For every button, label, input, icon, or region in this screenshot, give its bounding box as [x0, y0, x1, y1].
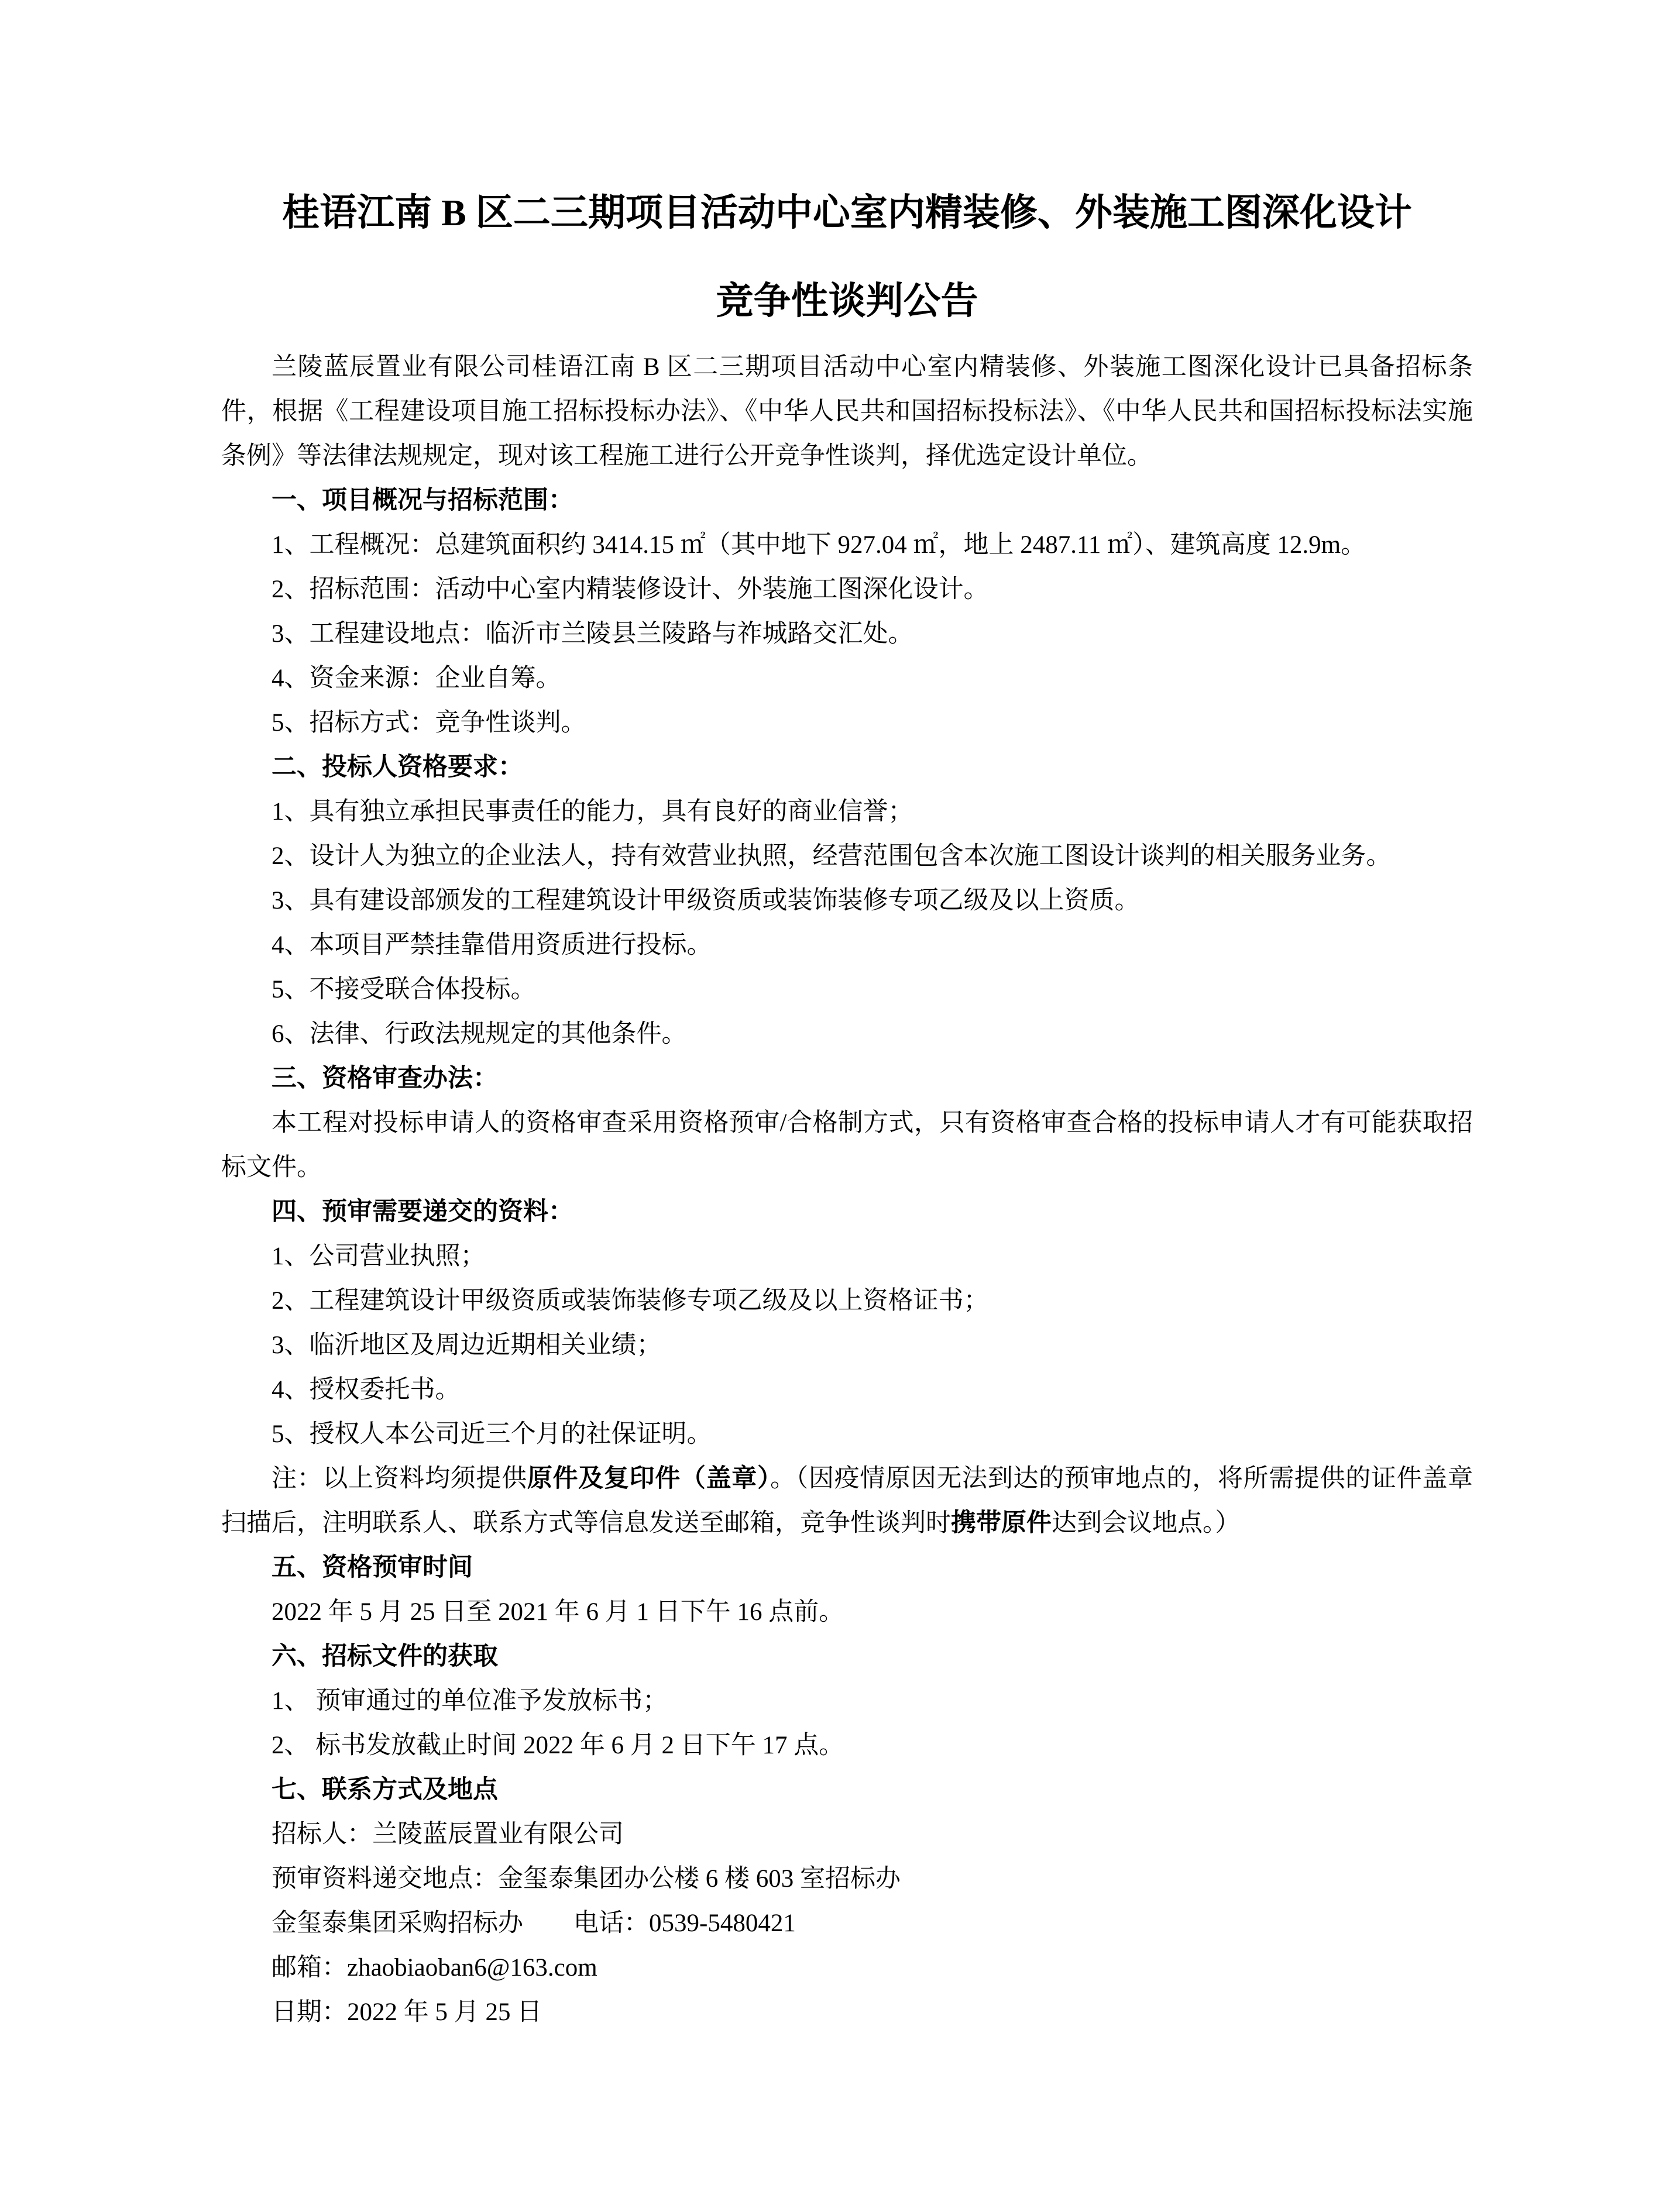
- paragraph: [221, 1412, 1473, 1457]
- paragraph: [221, 1723, 1473, 1768]
- paragraph: [221, 1101, 1473, 1190]
- paragraph: [221, 1946, 1473, 1990]
- text-segment: 达到会议地点。）: [1052, 1509, 1241, 1537]
- text-segment: 5、不接受联合体投标。: [272, 976, 536, 1004]
- document-body: [221, 345, 1473, 2035]
- text-segment: 日期：2022 年 5 月 25 日: [272, 1998, 542, 2027]
- text-segment: 3、工程建设地点：临沂市兰陵县兰陵路与祚城路交汇处。: [272, 620, 913, 648]
- paragraph: [221, 345, 1473, 479]
- paragraph: [221, 567, 1473, 612]
- text-segment: 兰陵蓝辰置业有限公司桂语江南 B 区二三期项目活动中心室内精装修、外装施工图深化设计已具备招标条件，根据《工程建设项目施工招标投标办法》、《中华人民共和国招标投标法》、《中华人民共和国招标投标法实施条例》等法律法规规定，现对该工程施工进行公开竞争性谈判，择优选定设计单位。: [221, 353, 1473, 470]
- text-segment: 2、设计人为独立的企业法人，持有效营业执照，经营范围包含本次施工图设计谈判的相关服务业务。: [272, 842, 1392, 871]
- paragraph: [221, 1590, 1473, 1635]
- text-segment: 1、工程概况：总建筑面积约 3414.15 ㎡（其中地下 927.04 ㎡，地上 2487.11 ㎡）、建筑高度 12.9m。: [272, 531, 1366, 559]
- text-segment: 4、本项目严禁挂靠借用资质进行投标。: [272, 931, 712, 959]
- text-segment: 招标人：兰陵蓝辰置业有限公司: [272, 1821, 624, 1849]
- section-heading: [221, 1057, 1473, 1101]
- text-segment: 1、 预审通过的单位准予发放标书；: [272, 1687, 668, 1715]
- paragraph: [221, 1457, 1473, 1546]
- paragraph: [221, 923, 1473, 968]
- paragraph: [221, 1012, 1473, 1057]
- section-heading: [221, 1635, 1473, 1679]
- text-segment: 。（因疫情原因无法到达的预审地点的，将所需提供的证件盖章扫描后，注明联系人、联系方式等信息发送至邮箱，竞争性谈判时: [221, 1465, 1473, 1537]
- document-title-line2: 竞争性谈判公告: [716, 280, 978, 322]
- text-segment: 一、项目概况与招标范围：: [272, 487, 573, 515]
- paragraph: [221, 523, 1473, 567]
- text-segment: 二、投标人资格要求：: [272, 754, 523, 782]
- text-segment: 3、具有建设部颁发的工程建筑设计甲级资质或装饰装修专项乙级及以上资质。: [272, 887, 1140, 915]
- paragraph: [221, 834, 1473, 879]
- paragraph: [221, 701, 1473, 745]
- paragraph: [221, 1368, 1473, 1412]
- text-segment: 金玺泰集团采购招标办 电话：0539-5480421: [272, 1910, 796, 1938]
- text-segment: 2、招标范围：活动中心室内精装修设计、外装施工图深化设计。: [272, 576, 989, 604]
- text-segment: 2、工程建筑设计甲级资质或装饰装修专项乙级及以上资格证书；: [272, 1287, 989, 1315]
- text-segment: 3、临沂地区及周边近期相关业绩；: [272, 1332, 662, 1360]
- paragraph: [221, 1857, 1473, 1901]
- document-title-line1: 桂语江南 B 区二三期项目活动中心室内精装修、外装施工图深化设计: [282, 192, 1412, 233]
- paragraph: [221, 1812, 1473, 1857]
- paragraph: [221, 1323, 1473, 1368]
- text-segment: 邮箱：zhaobiaoban6@163.com: [272, 1954, 597, 1982]
- paragraph: [221, 968, 1473, 1012]
- text-segment: 1、具有独立承担民事责任的能力，具有良好的商业信誉；: [272, 798, 913, 826]
- section-heading: [221, 1546, 1473, 1590]
- text-segment: 5、招标方式：竞争性谈判。: [272, 709, 586, 737]
- text-segment: 1、公司营业执照；: [272, 1243, 486, 1271]
- paragraph: [221, 1901, 1473, 1946]
- text-segment: 三、资格审查办法：: [272, 1065, 498, 1093]
- text-segment: 4、授权委托书。: [272, 1376, 461, 1404]
- text-segment: 本工程对投标申请人的资格审查采用资格预审/合格制方式，只有资格审查合格的投标申请人才有可能获取招标文件。: [221, 1109, 1473, 1182]
- text-segment: 七、联系方式及地点: [272, 1776, 498, 1804]
- text-segment: 2、 标书发放截止时间 2022 年 6 月 2 日下午 17 点。: [272, 1732, 844, 1760]
- text-segment: 注：以上资料均须提供: [272, 1465, 527, 1493]
- paragraph: [221, 1990, 1473, 2035]
- text-segment: 5、授权人本公司近三个月的社保证明。: [272, 1420, 712, 1449]
- bold-text-segment: 原件及复印件（盖章）: [527, 1465, 771, 1493]
- paragraph: [221, 612, 1473, 656]
- bold-text-segment: 携带原件: [951, 1509, 1052, 1537]
- paragraph: [221, 1279, 1473, 1323]
- text-segment: 2022 年 5 月 25 日至 2021 年 6 月 1 日下午 16 点前。: [272, 1598, 844, 1626]
- section-heading: [221, 1190, 1473, 1234]
- text-segment: 4、资金来源：企业自筹。: [272, 665, 561, 693]
- section-heading: [221, 479, 1473, 523]
- text-segment: 六、招标文件的获取: [272, 1643, 498, 1671]
- section-heading: [221, 1768, 1473, 1812]
- paragraph: [221, 790, 1473, 834]
- section-heading: [221, 745, 1473, 790]
- paragraph: [221, 1234, 1473, 1279]
- text-segment: 五、资格预审时间: [272, 1554, 473, 1582]
- text-segment: 预审资料递交地点：金玺泰集团办公楼 6 楼 603 室招标办: [272, 1865, 901, 1893]
- text-segment: 四、预审需要递交的资料：: [272, 1198, 573, 1226]
- paragraph: [221, 656, 1473, 701]
- paragraph: [221, 879, 1473, 923]
- paragraph: [221, 1679, 1473, 1723]
- text-segment: 6、法律、行政法规规定的其他条件。: [272, 1020, 687, 1048]
